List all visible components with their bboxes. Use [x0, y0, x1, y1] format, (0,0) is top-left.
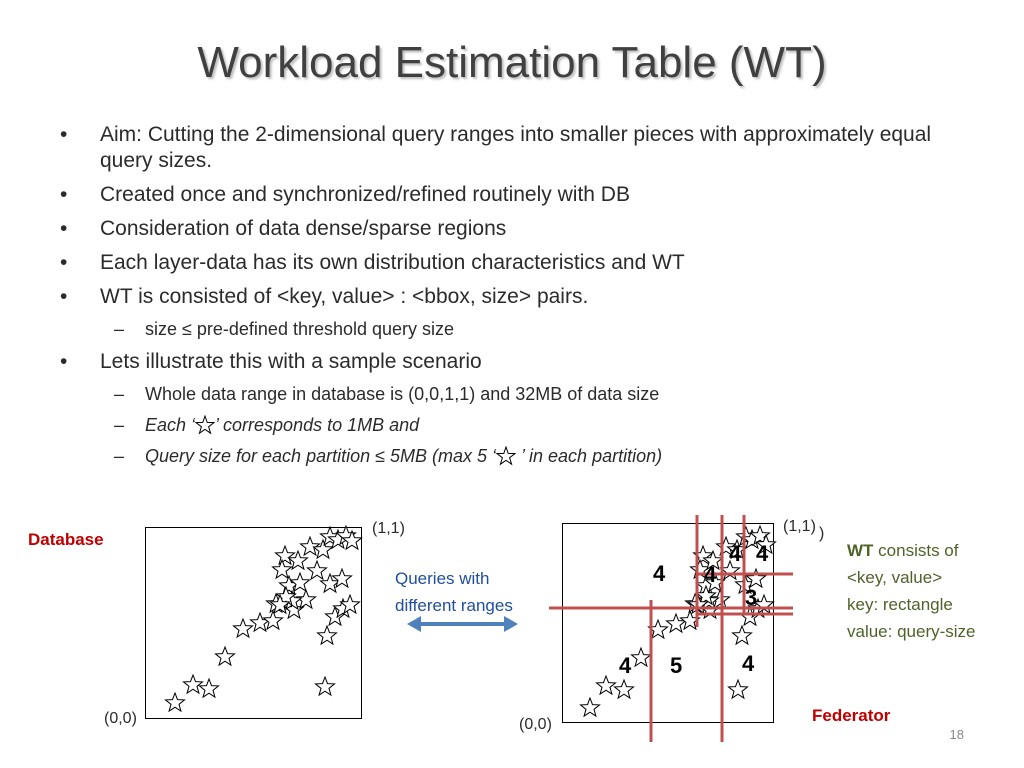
wt-description-line3: key: rectangle	[847, 595, 953, 614]
federator-label: Federator	[812, 706, 891, 725]
partition-count: 4	[729, 541, 742, 566]
data-star	[581, 698, 600, 716]
partition-count: 4	[653, 561, 666, 586]
data-star	[729, 680, 748, 698]
wt-description-line1	[847, 537, 958, 564]
bullet-item: • Lets illustrate this with a sample scenario	[60, 349, 960, 375]
corner-label-left: (1,1)	[372, 520, 405, 537]
wt-description-line4: value: query-size	[847, 622, 976, 641]
data-star	[615, 680, 634, 698]
partition-count: 5	[670, 653, 683, 678]
corner-label-right: (1,1)	[783, 518, 816, 535]
corner-label-right-paren: )	[819, 525, 825, 542]
star-line-text-before: Query size for each partition ≤ 5MB (max 5 ‘	[145, 446, 497, 466]
data-star	[667, 614, 686, 632]
star-line-text-after: ’ corresponds to 1MB and	[215, 415, 420, 435]
partition-count: 4	[742, 651, 755, 676]
wt-description-line2: <key, value>	[847, 568, 943, 587]
slide-title: Workload Estimation Table (WT)	[197, 38, 827, 87]
bullet-item: • Each layer-data has its own distribution characteristics and WT	[60, 250, 960, 276]
partition-count: 4	[756, 541, 769, 566]
bullet-item: • Consideration of data dense/sparse regions	[60, 216, 960, 242]
origin-label-right: (0,0)	[519, 716, 552, 733]
star-line-text-after: ’ in each partition)	[516, 446, 663, 466]
sub-bullet-item: – Whole data range in database is (0,0,1,1) and 32MB of data size	[60, 383, 960, 406]
star-line-text-before: Each ‘	[145, 415, 196, 435]
wt-line1-rest: consists of	[873, 541, 959, 560]
wt-bold-label: WT	[847, 541, 874, 560]
partition-count: 3	[745, 585, 758, 610]
database-label: Database	[28, 530, 104, 549]
bullet-item: • WT is consisted of <key, value> : <bbox, size> pairs.	[60, 284, 960, 310]
data-star	[632, 648, 651, 666]
bullet-item: • Aim: Cutting the 2-dimensional query ranges into smaller pieces with approximately equal query sizes.	[60, 122, 960, 174]
data-star	[733, 626, 752, 644]
partition-count: 4	[619, 653, 632, 678]
queries-text-line2: different ranges	[395, 596, 513, 615]
data-star	[597, 676, 616, 694]
slide-number: 18	[949, 727, 964, 742]
partition-count: 4	[704, 562, 717, 587]
bullet-item: • Created once and synchronized/refined routinely with DB	[60, 182, 960, 208]
queries-text-line1: Queries with	[395, 569, 490, 588]
origin-label-left: (0,0)	[104, 710, 137, 727]
sub-bullet-item: – size ≤ pre-defined threshold query size	[60, 318, 960, 341]
